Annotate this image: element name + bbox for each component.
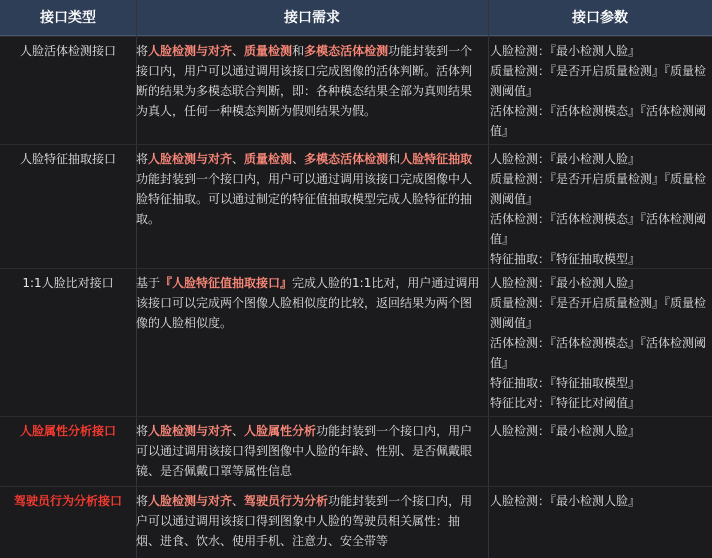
requirement-text: 、: [232, 152, 245, 166]
requirement-text: 和: [388, 152, 401, 166]
requirement-text: 功能封装到一个接口内，用户可以通过调用该接口得到图像中人脸的年龄、性别、是否佩戴眼镜、是否佩戴口罩等属性信息: [136, 424, 473, 478]
highlighted-term: 多模态活体检测: [304, 44, 389, 58]
requirement-text: 、: [232, 44, 245, 58]
table-row: [0, 486, 712, 558]
requirement-text: 、: [232, 494, 245, 508]
param-line: 人脸检测：『最小检测人脸』: [490, 44, 641, 58]
param-line: 活体检测：『活体检测模态』『活体检测阈值』: [490, 336, 707, 370]
param-line: 人脸检测：『最小检测人脸』: [490, 276, 641, 290]
param-line: 质量检测：『是否开启质量检测』『质量检测阈值』: [490, 296, 707, 330]
param-line: 质量检测：『是否开启质量检测』『质量检测阈值』: [490, 172, 707, 206]
highlighted-term: 人脸检测与对齐: [148, 152, 233, 166]
params-cell: [490, 491, 708, 511]
header-col-requirement: 接口需求: [284, 10, 340, 26]
params-cell: [490, 149, 708, 269]
highlighted-term: 人脸检测与对齐: [148, 44, 233, 58]
param-line: 特征抽取：『特征抽取模型』: [490, 252, 641, 266]
requirement-cell: [136, 421, 482, 481]
requirement-cell: [136, 149, 482, 229]
header-col-type: 接口类型: [40, 10, 96, 26]
highlighted-term: 人脸检测与对齐: [148, 424, 233, 438]
requirement-text: 将: [136, 152, 149, 166]
requirement-text: 和: [292, 44, 305, 58]
param-line: 活体检测：『活体检测模态』『活体检测阈值』: [490, 212, 707, 246]
requirement-text: 、: [232, 424, 245, 438]
requirement-cell: [136, 491, 482, 551]
table-row: [0, 36, 712, 144]
interface-type-cell: 1:1人脸比对接口: [22, 276, 114, 290]
param-line: 特征抽取：『特征抽取模型』: [490, 376, 641, 390]
requirement-text: 功能封装到一个接口内，用户可以通过调用该接口得到图象中人脸的驾驶员相关属性：抽烟、进食、饮水、使用手机、注意力、安全带等: [136, 494, 473, 548]
highlighted-term: 人脸检测与对齐: [148, 494, 233, 508]
interface-type-cell: 人脸特征抽取接口: [19, 152, 116, 166]
param-line: 人脸检测：『最小检测人脸』: [490, 494, 641, 508]
table-row: [0, 268, 712, 416]
highlighted-term: 驾驶员行为分析: [244, 494, 329, 508]
table-header: [0, 0, 712, 36]
param-line: 人脸检测：『最小检测人脸』: [490, 424, 641, 438]
interface-type-cell: 人脸活体检测接口: [19, 44, 116, 58]
header-col-params: 接口参数: [572, 10, 628, 26]
highlighted-term: 多模态活体检测: [304, 152, 389, 166]
highlighted-term: 人脸特征抽取: [400, 152, 473, 166]
highlighted-term: 人脸属性分析: [244, 424, 317, 438]
params-cell: [490, 41, 708, 141]
param-line: 特征比对：『特征比对阈值』: [490, 396, 641, 410]
highlighted-term: 『人脸特征值抽取接口』: [160, 276, 293, 290]
highlighted-term: 质量检测: [244, 44, 293, 58]
table-row: [0, 416, 712, 486]
table-row: [0, 144, 712, 268]
highlighted-term: 质量检测: [244, 152, 293, 166]
requirement-text: 基于: [136, 276, 161, 290]
requirement-text: 功能封装到一个接口内，用户可以通过调用该接口完成图像中人脸特征抽取。可以通过制定的特征值抽取模型完成人脸特征的抽取。: [136, 172, 473, 226]
param-line: 人脸检测：『最小检测人脸』: [490, 152, 641, 166]
requirement-text: 将: [136, 44, 149, 58]
requirement-cell: [136, 273, 482, 333]
requirement-text: 将: [136, 424, 149, 438]
param-line: 活体检测：『活体检测模态』『活体检测阈值』: [490, 104, 707, 138]
interface-type-cell: 驾驶员行为分析接口: [13, 494, 122, 508]
param-line: 质量检测：『是否开启质量检测』『质量检测阈值』: [490, 64, 707, 98]
requirement-text: 、: [292, 152, 305, 166]
requirement-cell: [136, 41, 482, 121]
requirement-text: 功能封装到一个接口内，用户可以通过调用该接口完成图像的活体判断。活体判断的结果为多模态联合判断，即：各种模态结果全部为真则结果为真人，任何一种模态判断为假则结果为假。: [136, 44, 473, 118]
params-cell: [490, 273, 708, 413]
interface-type-cell: 人脸属性分析接口: [19, 424, 116, 438]
requirement-text: 完成人脸的1:1比对，用户通过调用该接口可以完成两个图像人脸相似度的比较，返回结果为两个图像的人脸相似度。: [136, 276, 480, 330]
requirement-text: 将: [136, 494, 149, 508]
params-cell: [490, 421, 708, 441]
